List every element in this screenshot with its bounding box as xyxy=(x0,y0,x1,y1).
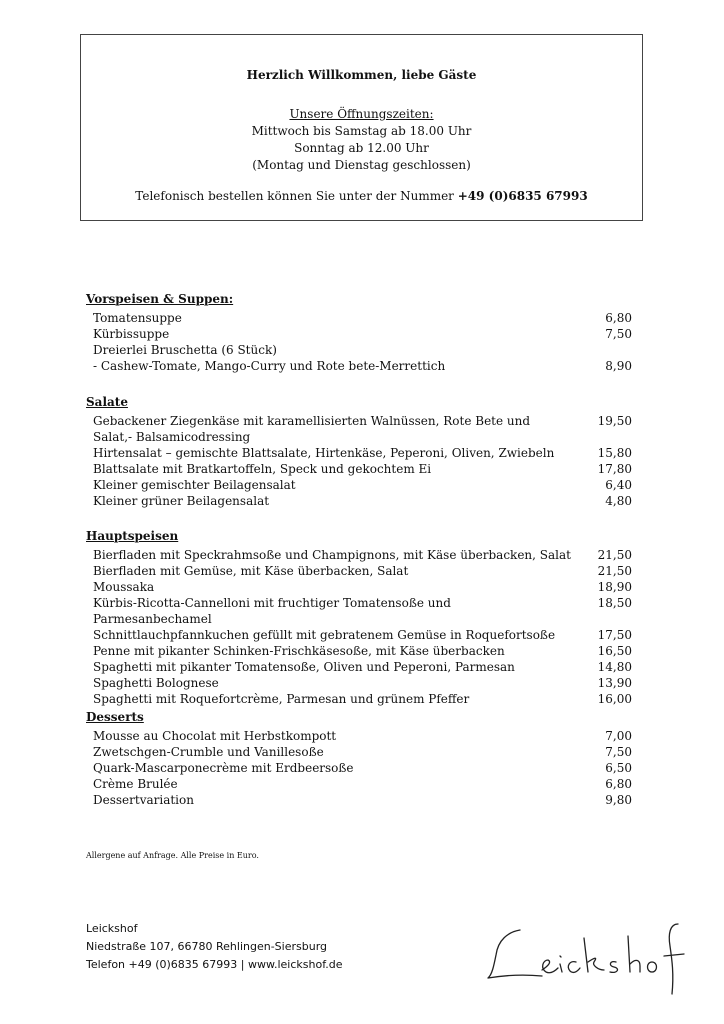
item-name: Zwetschgen-Crumble und Vanillesoße xyxy=(93,745,324,759)
item-price: 21,50 xyxy=(597,548,632,562)
menu-item xyxy=(93,792,632,808)
item-price: 6,80 xyxy=(605,311,632,325)
item-price: 17,80 xyxy=(597,462,632,476)
item-name: Schnittlauchpfannkuchen gefüllt mit gebratenem Gemüse in Roquefortsoße xyxy=(93,628,556,642)
item-name: Spaghetti mit Roquefortcrème, Parmesan und grünem Pfeffer xyxy=(93,692,470,706)
menu-item xyxy=(93,579,632,595)
menu-item xyxy=(93,477,632,493)
menu-item xyxy=(93,358,632,374)
menu-item xyxy=(93,461,632,477)
allergy-note: Allergene auf Anfrage. Alle Preise in Euro. xyxy=(86,851,259,860)
restaurant-address: Niedstraße 107, 66780 Rehlingen-Siersburg xyxy=(86,940,328,953)
item-name: Bierfladen mit Gemüse, mit Käse überbacken, Salat xyxy=(93,564,409,578)
item-price: 17,50 xyxy=(597,628,632,642)
restaurant-name: Leickshof xyxy=(86,922,138,935)
opening-hours-heading: Unsere Öffnungszeiten: xyxy=(289,107,434,121)
item-price: 7,00 xyxy=(605,729,632,743)
menu-item xyxy=(93,728,632,744)
welcome-title: Herzlich Willkommen, liebe Gäste xyxy=(246,68,477,82)
item-name: - Cashew-Tomate, Mango-Curry und Rote bete-Merrettich xyxy=(93,359,446,373)
item-name: Crème Brulée xyxy=(93,777,178,791)
item-name: Kleiner grüner Beilagensalat xyxy=(93,494,270,508)
opening-hours xyxy=(81,106,642,174)
menu-item xyxy=(93,744,632,760)
item-price: 6,40 xyxy=(605,478,632,492)
item-price: 19,50 xyxy=(597,414,632,428)
item-price: 7,50 xyxy=(605,745,632,759)
item-price: 9,80 xyxy=(605,793,632,807)
phone-number: +49 (0)6835 67993 xyxy=(457,189,588,203)
section-title: Salate xyxy=(86,395,128,409)
menu-item xyxy=(93,659,632,675)
menu-item xyxy=(93,326,632,342)
restaurant-contact: Telefon +49 (0)6835 67993 | www.leickshof.de xyxy=(86,958,343,971)
item-name: Bierfladen mit Speckrahmsoße und Champignons, mit Käse überbacken, Salat xyxy=(93,548,571,562)
menu-item xyxy=(93,493,632,509)
item-name: Kürbissuppe xyxy=(93,327,170,341)
item-price: 6,80 xyxy=(605,777,632,791)
opening-hours-line: Mittwoch bis Samstag ab 18.00 Uhr xyxy=(251,124,472,138)
phone-order-text: Telefonisch bestellen können Sie unter der Nummer xyxy=(135,189,458,203)
item-name: Kürbis-Ricotta-Cannelloni mit fruchtiger Tomatensoße und Parmesanbechamel xyxy=(93,596,451,626)
item-name: Moussaka xyxy=(93,580,155,594)
item-price: 7,50 xyxy=(605,327,632,341)
item-price: 16,00 xyxy=(597,692,632,706)
menu-item xyxy=(93,342,632,358)
menu-section xyxy=(86,528,632,707)
menu-item xyxy=(93,776,632,792)
menu-item xyxy=(93,310,632,326)
menu-item xyxy=(93,675,632,691)
menu-item xyxy=(93,563,632,579)
item-price: 4,80 xyxy=(605,494,632,508)
item-price: 8,90 xyxy=(605,359,632,373)
item-price: 16,50 xyxy=(597,644,632,658)
item-name: Gebackener Ziegenkäse mit karamellisierten Walnüssen, Rote Bete und Salat,- Balsamicodressing xyxy=(93,414,531,444)
item-name: Dessertvariation xyxy=(93,793,194,807)
item-list xyxy=(93,728,632,808)
signature-logo xyxy=(480,910,695,1000)
item-name: Mousse au Chocolat mit Herbstkompott xyxy=(93,729,337,743)
item-price: 18,50 xyxy=(597,596,632,610)
item-name: Dreierlei Bruschetta (6 Stück) xyxy=(93,343,277,357)
menu-item xyxy=(93,627,632,643)
phone-order-line xyxy=(81,189,642,203)
menu-section xyxy=(86,709,632,808)
opening-hours-line: Sonntag ab 12.00 Uhr xyxy=(294,141,429,155)
item-price: 21,50 xyxy=(597,564,632,578)
menu-item xyxy=(93,595,632,627)
section-title: Hauptspeisen xyxy=(86,529,179,543)
item-name: Hirtensalat – gemischte Blattsalate, Hirtenkäse, Peperoni, Oliven, Zwiebeln xyxy=(93,446,555,460)
item-name: Tomatensuppe xyxy=(93,311,182,325)
menu-item xyxy=(93,547,632,563)
menu-item xyxy=(93,413,632,445)
item-name: Kleiner gemischter Beilagensalat xyxy=(93,478,296,492)
menu-section xyxy=(86,291,632,374)
item-price: 13,90 xyxy=(597,676,632,690)
item-name: Quark-Mascarponecrème mit Erdbeersoße xyxy=(93,761,354,775)
item-price: 15,80 xyxy=(597,446,632,460)
item-name: Penne mit pikanter Schinken-Frischkäsesoße, mit Käse überbacken xyxy=(93,644,505,658)
section-title: Vorspeisen & Suppen: xyxy=(86,292,234,306)
opening-hours-line: (Montag und Dienstag geschlossen) xyxy=(252,158,471,172)
item-name: Blattsalate mit Bratkartoffeln, Speck und gekochtem Ei xyxy=(93,462,432,476)
menu-item xyxy=(93,760,632,776)
item-name: Spaghetti mit pikanter Tomatensoße, Oliven und Peperoni, Parmesan xyxy=(93,660,515,674)
item-price: 18,90 xyxy=(597,580,632,594)
menu-item xyxy=(93,691,632,707)
section-title: Desserts xyxy=(86,710,144,724)
item-price: 14,80 xyxy=(597,660,632,674)
menu-section xyxy=(86,394,632,509)
footer-address xyxy=(86,920,343,974)
welcome-box xyxy=(80,34,643,221)
item-name: Spaghetti Bolognese xyxy=(93,676,219,690)
item-list xyxy=(93,310,632,374)
menu-item xyxy=(93,445,632,461)
item-list xyxy=(93,413,632,509)
item-list xyxy=(93,547,632,707)
item-price: 6,50 xyxy=(605,761,632,775)
menu-item xyxy=(93,643,632,659)
